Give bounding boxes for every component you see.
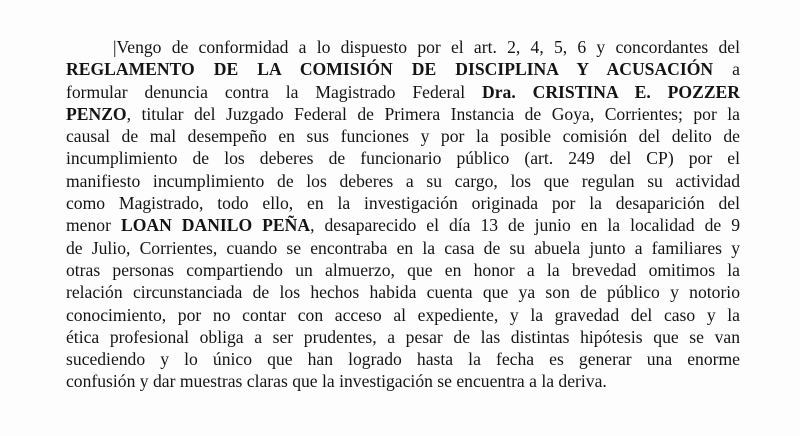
paragraph-line	[66, 192, 740, 214]
line-text-bold: REGLAMENTO DE LA COMISIÓN DE DISCIPLINA Y ACUSACIÓN	[66, 59, 714, 80]
paragraph-line	[66, 281, 740, 303]
line-text: |Vengo de conformidad a lo dispuesto por el art. 2, 4, 5, 6 y concordantes del	[113, 37, 740, 57]
paragraph-line	[66, 58, 740, 80]
line-text: ética profesional obliga a ser prudentes, a pesar de las distintas hipótesis que se van	[66, 326, 740, 347]
line-text: manifiesto incumplimiento de los deberes a su cargo, los que regulan su actividad	[66, 170, 740, 191]
line-text: formular denuncia contra la Magistrado Federal	[66, 81, 483, 102]
line-text: , titular del Juzgado Federal de Primera Instancia de Goya, Corrientes; por la	[126, 103, 740, 124]
line-text-bold: PENZO	[66, 103, 127, 124]
line-text: como Magistrado, todo ello, en la investigación originada por la desaparición del	[66, 193, 740, 214]
paragraph-line	[66, 147, 740, 169]
line-text-bold: LOAN DANILO PEÑA	[120, 215, 311, 236]
line-text: conocimiento, por no contar con acceso al expediente, y la gravedad del caso y la	[66, 304, 740, 325]
paragraph-line	[66, 170, 740, 192]
line-text: causal de mal desempeño en sus funciones y por la posible comisión del delito de	[66, 126, 740, 147]
paragraph-line	[66, 348, 740, 370]
paragraph-line	[66, 125, 740, 147]
paragraph-line	[66, 237, 740, 259]
paragraph-line	[66, 304, 740, 326]
line-text-bold: Dra. CRISTINA E. POZZER	[482, 81, 740, 102]
line-text: relación circunstanciada de los hechos habida cuenta que ya son de público y notorio	[66, 282, 740, 303]
line-text: a	[713, 59, 740, 80]
line-text: confusión y dar muestras claras que la investigación se encuentra a la deriva.	[66, 371, 607, 392]
line-text: menor	[66, 215, 121, 236]
paragraph-line-last	[66, 370, 740, 392]
document-paragraph	[66, 36, 740, 393]
paragraph-line	[66, 326, 740, 348]
paragraph-line	[66, 81, 740, 103]
paragraph-line	[66, 36, 740, 58]
paragraph-line	[66, 259, 740, 281]
line-text: sucediendo y lo único que han logrado hasta la fecha es generar una enorme	[66, 349, 740, 370]
line-text: , desaparecido el día 13 de junio en la localidad de 9	[310, 215, 740, 236]
line-text: incumplimiento de los deberes de funcionario público (art. 249 del CP) por el	[66, 148, 740, 169]
paragraph-line	[66, 214, 740, 236]
line-text: de Julio, Corrientes, cuando se encontraba en la casa de su abuela junto a familiares y	[66, 237, 740, 258]
line-text: otras personas compartiendo un almuerzo, que en honor a la brevedad omitimos la	[66, 259, 740, 280]
paragraph-line	[66, 103, 740, 125]
